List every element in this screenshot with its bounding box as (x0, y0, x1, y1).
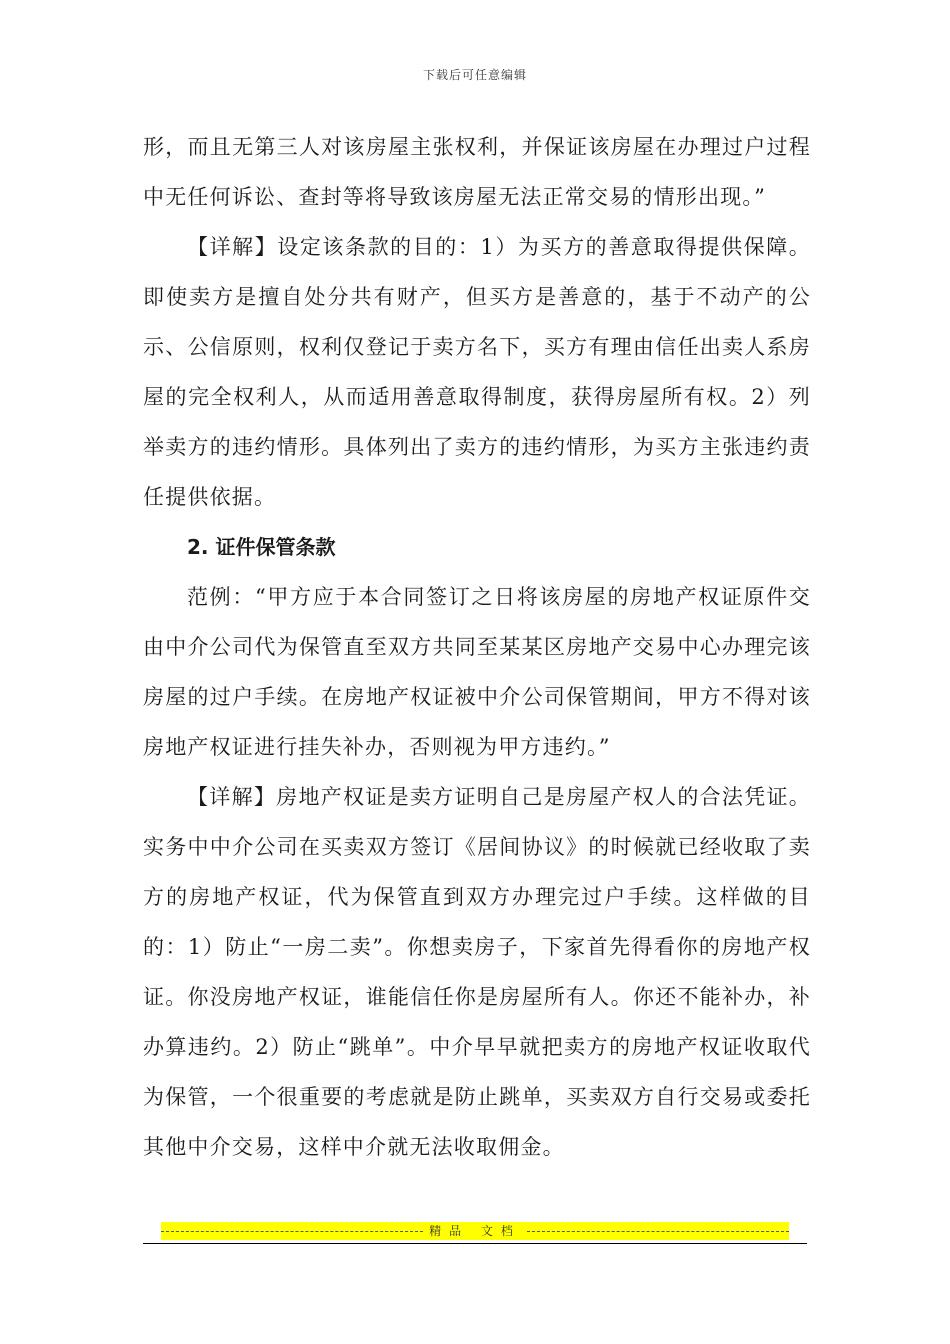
footer-dash-right (527, 1231, 789, 1232)
footer-dash-left (161, 1231, 423, 1232)
header-note: 下载后可任意编辑 (422, 68, 527, 82)
paragraph-explanation-2: 【详解】房地产权证是卖方证明自己是房屋产权人的合法凭证。实务中中介公司在买卖双方签订《居间协议》的时候就已经收取了卖方的房地产权证，代为保管直到双方办理完过户手续。这样做的目的：1）防止“一房二卖”。你想卖房子，下家首先得看你的房地产权证。你没房地产权证，谁能信任你是房屋所有人。你还不能补办，补办算违约。2）防止“跳单”。中介早早就把卖方的房地产权证收取代为保管，一个很重要的考虑就是防止跳单，买卖双方自行交易或委托其他中介交易，这样中介就无法收取佣金。 (143, 785, 811, 1159)
footer-rule (143, 1243, 807, 1244)
document-body (143, 122, 811, 1172)
paragraph-continuation: 形，而且无第三人对该房屋主张权利，并保证该房屋在办理过户过程中无任何诉讼、查封等将导致该房屋无法正常交易的情形出现。” (143, 135, 811, 209)
paragraph-example: 范例：“甲方应于本合同签订之日将该房屋的房地产权证原件交由中介公司代为保管直至双方共同至某某区房地产交易中心办理完该房屋的过户手续。在房地产权证被中介公司保管期间，甲方不得对该房地产权证进行挂失补办，否则视为甲方违约。” (143, 585, 811, 759)
footer-label: 精品 文档 (429, 1224, 521, 1238)
footer-highlight-bar (161, 1222, 789, 1240)
section-heading: 2. 证件保管条款 (187, 535, 336, 559)
paragraph-explanation-1: 【详解】设定该条款的目的：1）为买方的善意取得提供保障。即使卖方是擅自处分共有财产，但买方是善意的，基于不动产的公示、公信原则，权利仅登记于卖方名下，买方有理由信任出卖人系房屋的完全权利人，从而适用善意取得制度，获得房屋所有权。2）列举卖方的违约情形。具体列出了卖方的违约情形，为买方主张违约责任提供依据。 (143, 235, 811, 509)
